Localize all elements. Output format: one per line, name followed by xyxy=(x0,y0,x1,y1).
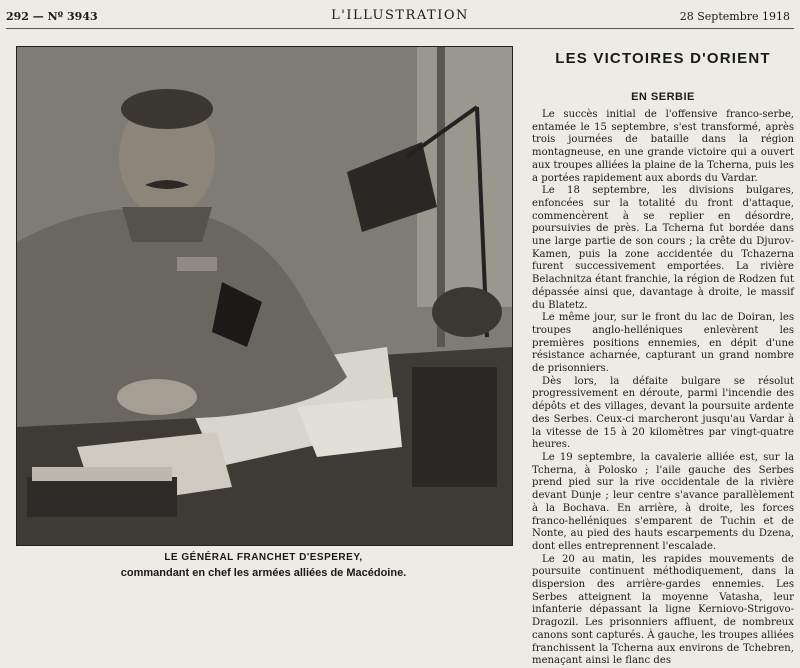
article-paragraph: Le 18 septembre, les divisions bulgares, enfoncées sur la totalité du front d'attaque, commencèrent à se replier en désordre, poursuivies de près. La Tcherna fut bordée dans une large partie de son cours ; la crête du Djurov-Kamen, puis la zone accidentée du Tchazerna furent successivement emportées. La rivière Belachnitza étant franchie, la région de Rodzen fut dépassée ainsi que, davantage à droite, le massif du Blatetz. xyxy=(532,185,794,311)
header-rule xyxy=(6,28,794,29)
issue-date: 28 Septembre 1918 xyxy=(679,10,790,23)
article-title: LES VICTOIRES D'ORIENT xyxy=(555,50,771,67)
portrait-photo xyxy=(16,46,513,546)
article-paragraph: Le même jour, sur le front du lac de Doiran, les troupes anglo-helléniques enlevèrent les premières positions ennemies, en dépit d'une résistance acharnée, capturant un grand nombre de prisonniers. xyxy=(532,312,794,375)
article-paragraph: Le 19 septembre, la cavalerie alliée est, sur la Tcherna, à Polosko ; l'aile gauche des Serbes prend pied sur la rive occidentale de la rivière devant Dunje ; leur centre s'avance parallèlement à la Bochava. En arrière, à droite, les forces franco-helléniques s'emparent de Tuchin et de Nonte, au pied des hauts escarpements du Dzena, dont elles entreprennent l'escalade. xyxy=(532,451,794,552)
caption-line-2: commandant en chef les armées alliées de Macédoine. xyxy=(120,567,407,579)
article-paragraph: Le 20 au matin, les rapides mouvements de poursuite continuent méthodiquement, dans la dispersion des arrière-gardes ennemies. Les Serbes atteignent la moyenne Vatasha, leur infanterie dépassant la ligne Kerniovo-Strigovo-Dragozil. Les prisonniers affluent, de nombreux canons sont capturés. À gauche, les troupes alliées franchissent la Tcherna aux environs de Tchebren, menaçant ainsi le flanc des xyxy=(532,553,794,667)
article xyxy=(532,50,794,668)
page-number: 292 — Nº 3943 xyxy=(6,10,98,23)
photo-caption xyxy=(16,552,511,579)
publication-title: L'ILLUSTRATION xyxy=(331,8,469,23)
article-subtitle: EN SERBIE xyxy=(631,91,695,103)
caption-line-1: LE GÉNÉRAL FRANCHET D'ESPEREY, xyxy=(164,552,363,563)
article-body xyxy=(532,109,794,668)
article-paragraph: Dès lors, la défaite bulgare se résolut progressivement en déroute, parmi l'incendie des dépôts et des villages, devant la poursuite ardente des Serbes. Ceux-ci marcheront jusqu'au Vardar à la vitesse de 15 à 20 kilomètres par vingt-quatre heures. xyxy=(532,375,794,451)
portrait-photo-icon xyxy=(17,47,512,545)
page-header xyxy=(0,6,800,28)
article-paragraph: Le succès initial de l'offensive franco-serbe, entamée le 15 septembre, s'est transformé, après trois journées de bataille dans la région montagneuse, en une grande victoire qui a ouvert aux troupes alliées la plaine de la Tcherna, puis les a portées rapidement aux abords du Vardar. xyxy=(532,109,794,184)
